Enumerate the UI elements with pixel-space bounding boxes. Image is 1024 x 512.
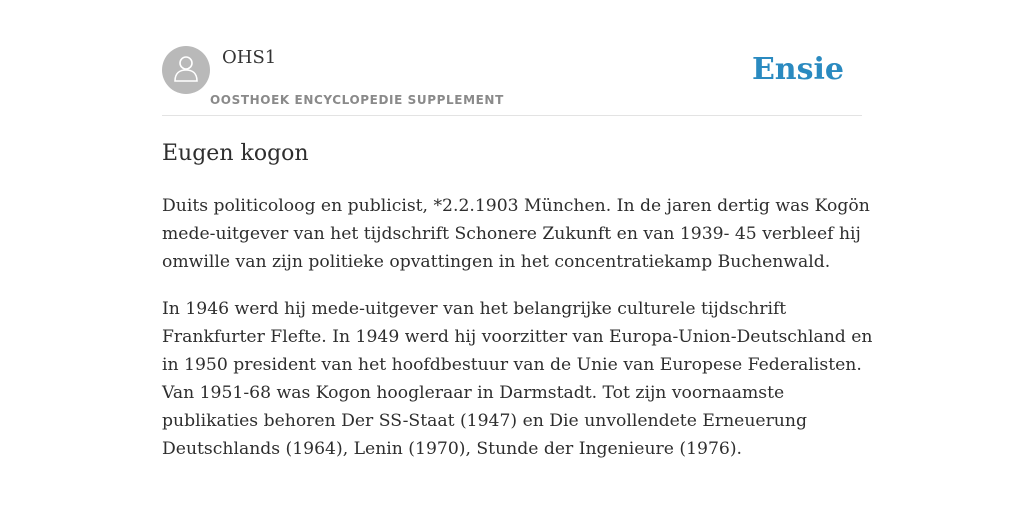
entry-header	[162, 46, 862, 116]
brand-logo[interactable]: Ensie	[751, 52, 844, 87]
text-line: Duits politicoloog en publicist, *2.2.1903 München. In de jaren dertig was Kogön	[162, 196, 870, 216]
text-line: Frankfurter Flefte. In 1949 werd hij voorzitter van Europa-Union-Deutschland en	[162, 327, 873, 347]
text-line: Van 1951-68 was Kogon hoogleraar in Darmstadt. Tot zijn voornaamste	[162, 383, 785, 403]
author-name[interactable]: OHS1	[222, 47, 277, 68]
article-paragraph	[162, 295, 873, 463]
text-line: Deutschlands (1964), Lenin (1970), Stunde der Ingenieure (1976).	[162, 439, 743, 459]
source-label[interactable]: OOSTHOEK ENCYCLOPEDIE SUPPLEMENT	[210, 93, 504, 107]
text-line: omwille van zijn politieke opvattingen in het concentratiekamp Buchenwald.	[162, 252, 831, 272]
article-title: Eugen kogon	[162, 141, 309, 166]
text-line: mede-uitgever van het tijdschrift Schonere Zukunft en van 1939- 45 verbleef hij	[162, 224, 861, 244]
avatar[interactable]	[162, 46, 210, 94]
article-body	[162, 192, 873, 482]
text-line: In 1946 werd hij mede-uitgever van het belangrijke culturele tijdschrift	[162, 299, 787, 319]
text-line: in 1950 president van het hoofdbestuur van de Unie van Europese Federalisten.	[162, 355, 862, 375]
article-paragraph	[162, 192, 870, 276]
text-line: publikaties behoren Der SS-Staat (1947) en Die unvollendete Erneuerung	[162, 411, 807, 431]
user-icon	[172, 53, 200, 88]
